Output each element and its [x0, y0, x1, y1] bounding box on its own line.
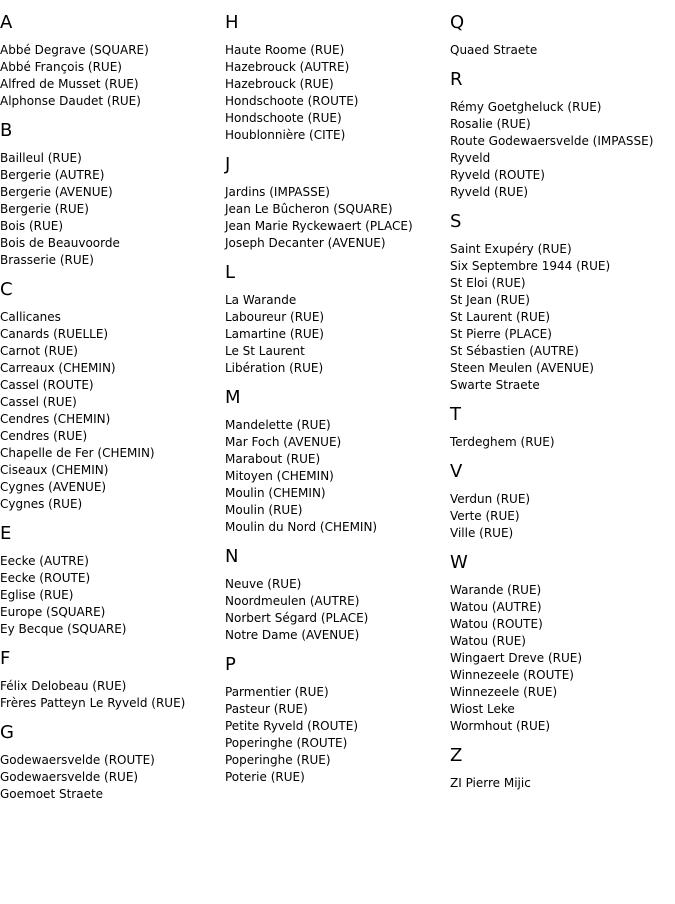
street-name: St Jean (RUE) [450, 293, 530, 307]
street-name: Warande (RUE) [450, 583, 542, 597]
street-name: Ville (RUE) [450, 526, 514, 540]
street-name: Cassel (RUE) [0, 395, 77, 409]
street-name: Félix Delobeau (RUE) [0, 679, 127, 693]
letter-heading: S [450, 211, 462, 232]
street-name: Libération (RUE) [225, 361, 324, 375]
street-name: Jean Le Bûcheron (SQUARE) [225, 202, 393, 216]
street-name: Mitoyen (CHEMIN) [225, 469, 334, 483]
street-name: Hondschoote (RUE) [225, 111, 342, 125]
street-name: Winnezeele (ROUTE) [450, 668, 574, 682]
street-name: Verte (RUE) [450, 509, 520, 523]
street-list [450, 582, 675, 735]
letter-heading: E [0, 523, 12, 544]
street-name: Alphonse Daudet (RUE) [0, 94, 141, 108]
street-name: Goemoet Straete [0, 787, 104, 801]
street-name: Route Godewaersvelde (IMPASSE) [450, 134, 654, 148]
letter-section-f [0, 648, 222, 712]
letter-heading: W [450, 552, 468, 573]
street-name: Poperinghe (ROUTE) [225, 736, 348, 750]
street-name: Six Septembre 1944 (RUE) [450, 259, 611, 273]
street-name: Hazebrouck (RUE) [225, 77, 334, 91]
street-name: Joseph Decanter (AVENUE) [225, 236, 386, 250]
letter-section-z [450, 745, 675, 792]
street-name: Haute Roome (RUE) [225, 43, 345, 57]
street-name: Moulin (CHEMIN) [225, 486, 326, 500]
street-name: Quaed Straete [450, 43, 538, 57]
street-name: Bergerie (AUTRE) [0, 168, 105, 182]
letter-section-t [450, 404, 675, 451]
street-name: Ciseaux (CHEMIN) [0, 463, 109, 477]
letter-heading: L [225, 262, 236, 283]
street-list [450, 99, 675, 201]
street-list [225, 184, 447, 252]
street-name: St Sébastien (AUTRE) [450, 344, 579, 358]
index-column-1 [0, 12, 222, 813]
street-name: Wormhout (RUE) [450, 719, 551, 733]
street-name: Godewaersvelde (RUE) [0, 770, 139, 784]
street-list [225, 417, 447, 536]
street-list [450, 42, 675, 59]
street-name: Noordmeulen (AUTRE) [225, 594, 360, 608]
street-name: Cygnes (AVENUE) [0, 480, 107, 494]
street-name: Moulin du Nord (CHEMIN) [225, 520, 378, 534]
street-name: Bergerie (RUE) [0, 202, 89, 216]
street-name: Saint Exupéry (RUE) [450, 242, 572, 256]
street-name: Hazebrouck (AUTRE) [225, 60, 350, 74]
letter-section-l [225, 262, 447, 377]
letter-heading: G [0, 722, 14, 743]
street-list [450, 491, 675, 542]
street-name: Petite Ryveld (ROUTE) [225, 719, 359, 733]
letter-heading: J [225, 154, 231, 175]
street-name: Pasteur (RUE) [225, 702, 308, 716]
street-list [0, 553, 222, 638]
street-name: Ryveld (RUE) [450, 185, 529, 199]
street-name: Callicanes [0, 310, 61, 324]
letter-section-c [0, 279, 222, 513]
street-name: Neuve (RUE) [225, 577, 302, 591]
street-name: Poterie (RUE) [225, 770, 305, 784]
street-list [225, 292, 447, 377]
street-name: Jean Marie Ryckewaert (PLACE) [225, 219, 413, 233]
street-list [0, 309, 222, 513]
street-name: Bergerie (AVENUE) [0, 185, 113, 199]
street-name: Carnot (RUE) [0, 344, 78, 358]
street-list [0, 42, 222, 110]
street-name: Cygnes (RUE) [0, 497, 83, 511]
street-name: Ryveld (ROUTE) [450, 168, 545, 182]
street-name: Watou (RUE) [450, 634, 526, 648]
street-name: Le St Laurent [225, 344, 305, 358]
street-name: Abbé Degrave (SQUARE) [0, 43, 149, 57]
street-name: Swarte Straete [450, 378, 540, 392]
street-name: Watou (AUTRE) [450, 600, 542, 614]
letter-section-q [450, 12, 675, 59]
street-name: Alfred de Musset (RUE) [0, 77, 139, 91]
street-name: Mandelette (RUE) [225, 418, 331, 432]
street-name: Verdun (RUE) [450, 492, 531, 506]
letter-section-a [0, 12, 222, 110]
street-name: St Eloi (RUE) [450, 276, 526, 290]
street-name: Terdeghem (RUE) [450, 435, 555, 449]
street-name: Houblonnière (CITE) [225, 128, 346, 142]
street-name: Frères Patteyn Le Ryveld (RUE) [0, 696, 186, 710]
street-name: Cendres (RUE) [0, 429, 88, 443]
letter-section-j [225, 154, 447, 252]
street-list [225, 684, 447, 786]
letter-heading: T [450, 404, 461, 425]
street-name: Rosalie (RUE) [450, 117, 531, 131]
street-name: Marabout (RUE) [225, 452, 321, 466]
street-list [0, 678, 222, 712]
letter-section-v [450, 461, 675, 542]
street-name: Mar Foch (AVENUE) [225, 435, 342, 449]
street-name: Carreaux (CHEMIN) [0, 361, 116, 375]
letter-heading: B [0, 120, 13, 141]
street-name: Cassel (ROUTE) [0, 378, 94, 392]
street-list [0, 752, 222, 803]
street-list [450, 241, 675, 394]
letter-heading: N [225, 546, 239, 567]
street-name: Rémy Goetgheluck (RUE) [450, 100, 602, 114]
letter-section-b [0, 120, 222, 269]
letter-section-h [225, 12, 447, 144]
street-name: Winnezeele (RUE) [450, 685, 558, 699]
street-name: Ryveld [450, 151, 491, 165]
street-name: Bois de Beauvoorde [0, 236, 120, 250]
street-list [225, 42, 447, 144]
street-name: Europe (SQUARE) [0, 605, 106, 619]
index-column-3 [450, 12, 675, 802]
street-name: Abbé François (RUE) [0, 60, 122, 74]
street-name: Watou (ROUTE) [450, 617, 543, 631]
letter-heading: R [450, 69, 463, 90]
street-name: Canards (RUELLE) [0, 327, 109, 341]
letter-heading: Q [450, 12, 465, 33]
street-name: Ey Becque (SQUARE) [0, 622, 127, 636]
letter-section-g [0, 722, 222, 803]
street-name: Hondschoote (ROUTE) [225, 94, 359, 108]
street-name: Norbert Ségard (PLACE) [225, 611, 369, 625]
street-name: Brasserie (RUE) [0, 253, 94, 267]
street-name: Eecke (ROUTE) [0, 571, 91, 585]
letter-heading: A [0, 12, 13, 33]
street-name: Eecke (AUTRE) [0, 554, 89, 568]
letter-heading: C [0, 279, 13, 300]
letter-section-r [450, 69, 675, 201]
street-name: Wingaert Dreve (RUE) [450, 651, 583, 665]
street-name: Bois (RUE) [0, 219, 64, 233]
street-name: Chapelle de Fer (CHEMIN) [0, 446, 155, 460]
street-name: Notre Dame (AVENUE) [225, 628, 360, 642]
letter-heading: H [225, 12, 239, 33]
letter-section-n [225, 546, 447, 644]
street-name: Bailleul (RUE) [0, 151, 82, 165]
street-name: Wiost Leke [450, 702, 515, 716]
letter-section-w [450, 552, 675, 735]
letter-heading: M [225, 387, 241, 408]
street-name: Laboureur (RUE) [225, 310, 325, 324]
street-name: Jardins (IMPASSE) [225, 185, 330, 199]
street-name: Lamartine (RUE) [225, 327, 324, 341]
street-list [225, 576, 447, 644]
street-list [0, 150, 222, 269]
street-list [450, 775, 675, 792]
street-name: Poperinghe (RUE) [225, 753, 331, 767]
letter-section-p [225, 654, 447, 786]
street-name: Parmentier (RUE) [225, 685, 329, 699]
street-name: Steen Meulen (AVENUE) [450, 361, 594, 375]
street-name: St Laurent (RUE) [450, 310, 551, 324]
street-name: Cendres (CHEMIN) [0, 412, 111, 426]
letter-heading: V [450, 461, 463, 482]
letter-heading: P [225, 654, 236, 675]
street-name: Moulin (RUE) [225, 503, 303, 517]
street-list [450, 434, 675, 451]
letter-section-s [450, 211, 675, 394]
street-name: Eglise (RUE) [0, 588, 74, 602]
letter-heading: F [0, 648, 11, 669]
street-name: La Warande [225, 293, 297, 307]
letter-section-m [225, 387, 447, 536]
street-name: Godewaersvelde (ROUTE) [0, 753, 155, 767]
letter-section-e [0, 523, 222, 638]
index-column-2 [225, 12, 447, 796]
letter-heading: Z [450, 745, 463, 766]
street-name: St Pierre (PLACE) [450, 327, 552, 341]
street-name: ZI Pierre Mijic [450, 776, 531, 790]
